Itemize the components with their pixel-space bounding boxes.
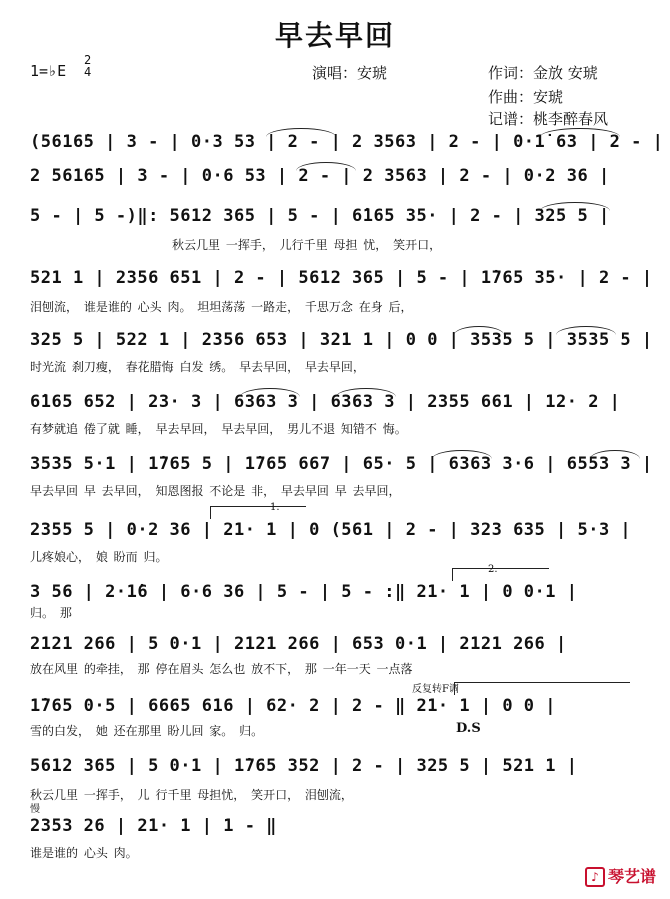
song-title: 早去早回 bbox=[274, 19, 395, 52]
lyric-line-7: 早去早回 早 去早回， 知恩图报 不论是 非， 早去早回 早 去早回， bbox=[30, 484, 401, 498]
score-line-9: 3 56 | 2·1̇6 | 6·6 36 | 5 - | 5 - :‖ 21· 1 | 0 0·1 | bbox=[30, 582, 578, 602]
slur-mark bbox=[540, 202, 610, 211]
volta-bracket-first bbox=[210, 506, 306, 519]
slur-mark bbox=[556, 326, 616, 335]
grace-mark: 慢 bbox=[30, 804, 40, 815]
score-line-5: 325 5 | 522 1 | 2356 653 | 321 1 | 0 0 | 3535 5 | 3535 5 | bbox=[30, 330, 653, 350]
lyric-line-4: 泪刨流， 谁是谁的 心头 肉。 坦坦荡荡 一路走， 千思万念 在身 后， bbox=[30, 300, 413, 314]
dal-segno-mark: D.S bbox=[456, 721, 481, 736]
slur-mark bbox=[240, 388, 300, 397]
lyric-line-13: 谁是谁的 心头 肉。 bbox=[30, 846, 138, 860]
score-line-2: 2 5616̇5 | 3 - | 0·6 53 | 2 - | 2 3563 | 2 - | 0·2 36 | bbox=[30, 166, 610, 186]
lyricist-credit: 作词：金放 安琥 bbox=[488, 64, 598, 82]
composer-credit: 作曲：安琥 bbox=[488, 88, 564, 106]
score-line-7: 3535 5·1 | 1̇765 5 | 1̇765 667 | 65· 5 | 6363 3·6 | 6553 3 | bbox=[30, 454, 653, 474]
score-line-3: 5 - | 5 -)‖: 5612 365 | 5 - | 6̇165 35· | 2 - | 325 5 | bbox=[30, 206, 610, 226]
score-line-8: 2355 5 | 0·2 36 | 21· 1 | 0 (561 | 2 - | 323 635 | 5·3 | bbox=[30, 520, 632, 540]
time-signature bbox=[84, 54, 91, 78]
lyric-line-8: 儿疼娘心， 娘 盼而 归。 bbox=[30, 550, 168, 564]
slur-mark bbox=[454, 326, 504, 335]
volta-label-first: 1. bbox=[270, 502, 280, 513]
lyric-line-5: 时光流 刹刀瘦， 春花腊悔 白发 绣。 早去早回， 早去早回， bbox=[30, 360, 365, 374]
slur-mark bbox=[590, 450, 640, 459]
score-line-6: 6̇165 652 | 23· 3 | 6363 3 | 6363 3 | 2355 661 | 12· 2 | bbox=[30, 392, 621, 412]
lyric-line-9: 归。 那 bbox=[30, 606, 72, 620]
meter-top: 2 bbox=[84, 53, 92, 67]
logo-text: 琴艺谱 bbox=[607, 866, 656, 886]
site-logo bbox=[585, 864, 656, 888]
lyric-line-3: 秋云几里 一挥手， 儿行千里 母担 忧， 笑开口， bbox=[172, 238, 442, 252]
volta-label-second: 2. bbox=[488, 564, 498, 575]
transcriber-credit: 记谱：桃李醉春风 bbox=[488, 110, 609, 128]
score-line-13: 2353 26 | 21· 1 | 1 - ‖ bbox=[30, 816, 277, 836]
lyric-line-11: 雪的白发， 她 还在那里 盼儿回 家。 归。 bbox=[30, 724, 264, 738]
score-line-1: (5616̇5 | 3 - | 0·3 53 | 2 - | 2 3563 | 2 - | 0·1̇ 63 | 2 - | bbox=[30, 132, 664, 152]
score-line-11: 1̇765 0·5 | 6665 616 | 62· 2 | 2 - ‖ 21· 1 | 0 0 | bbox=[30, 696, 557, 716]
score-line-4: 521 1 | 2356 651 | 2 - | 5612 365 | 5 - | 1̇765 35· | 2 - | bbox=[30, 268, 653, 288]
volta-bracket-third bbox=[454, 682, 630, 695]
lyric-line-6: 有梦就追 倦了就 睡， 早去早回， 早去早回， 男儿不退 知错不 悔。 bbox=[30, 422, 407, 436]
key-signature: 1=♭E bbox=[30, 62, 67, 80]
slur-mark bbox=[266, 128, 336, 137]
score-line-12: 5612 365 | 5 0·1 | 1̇765 352 | 2 - | 325 5 | 521 1 | bbox=[30, 756, 578, 776]
lyric-line-12: 秋云几里 一挥手， 儿 行千里 母担忧， 笑开口， 泪刨流， bbox=[30, 788, 353, 802]
meter-bottom: 4 bbox=[84, 65, 92, 79]
slur-mark bbox=[336, 388, 396, 397]
volta-bracket-second bbox=[452, 568, 549, 581]
key-change-note: 反复转F调 bbox=[412, 684, 459, 695]
singer-credit: 演唱：安琥 bbox=[312, 64, 388, 82]
logo-icon: ♪ bbox=[585, 867, 605, 887]
lyric-line-10: 放在风里 的牵挂， 那 停在眉头 怎么也 放不下， 那 一年一天 一点落 bbox=[30, 662, 413, 676]
slur-mark bbox=[540, 128, 620, 137]
slur-mark bbox=[432, 450, 492, 459]
slur-mark bbox=[296, 162, 356, 171]
score-line-10: 2121 266 | 5 0·1 | 2121 266 | 653 0·1 | 2121 266 | bbox=[30, 634, 567, 654]
